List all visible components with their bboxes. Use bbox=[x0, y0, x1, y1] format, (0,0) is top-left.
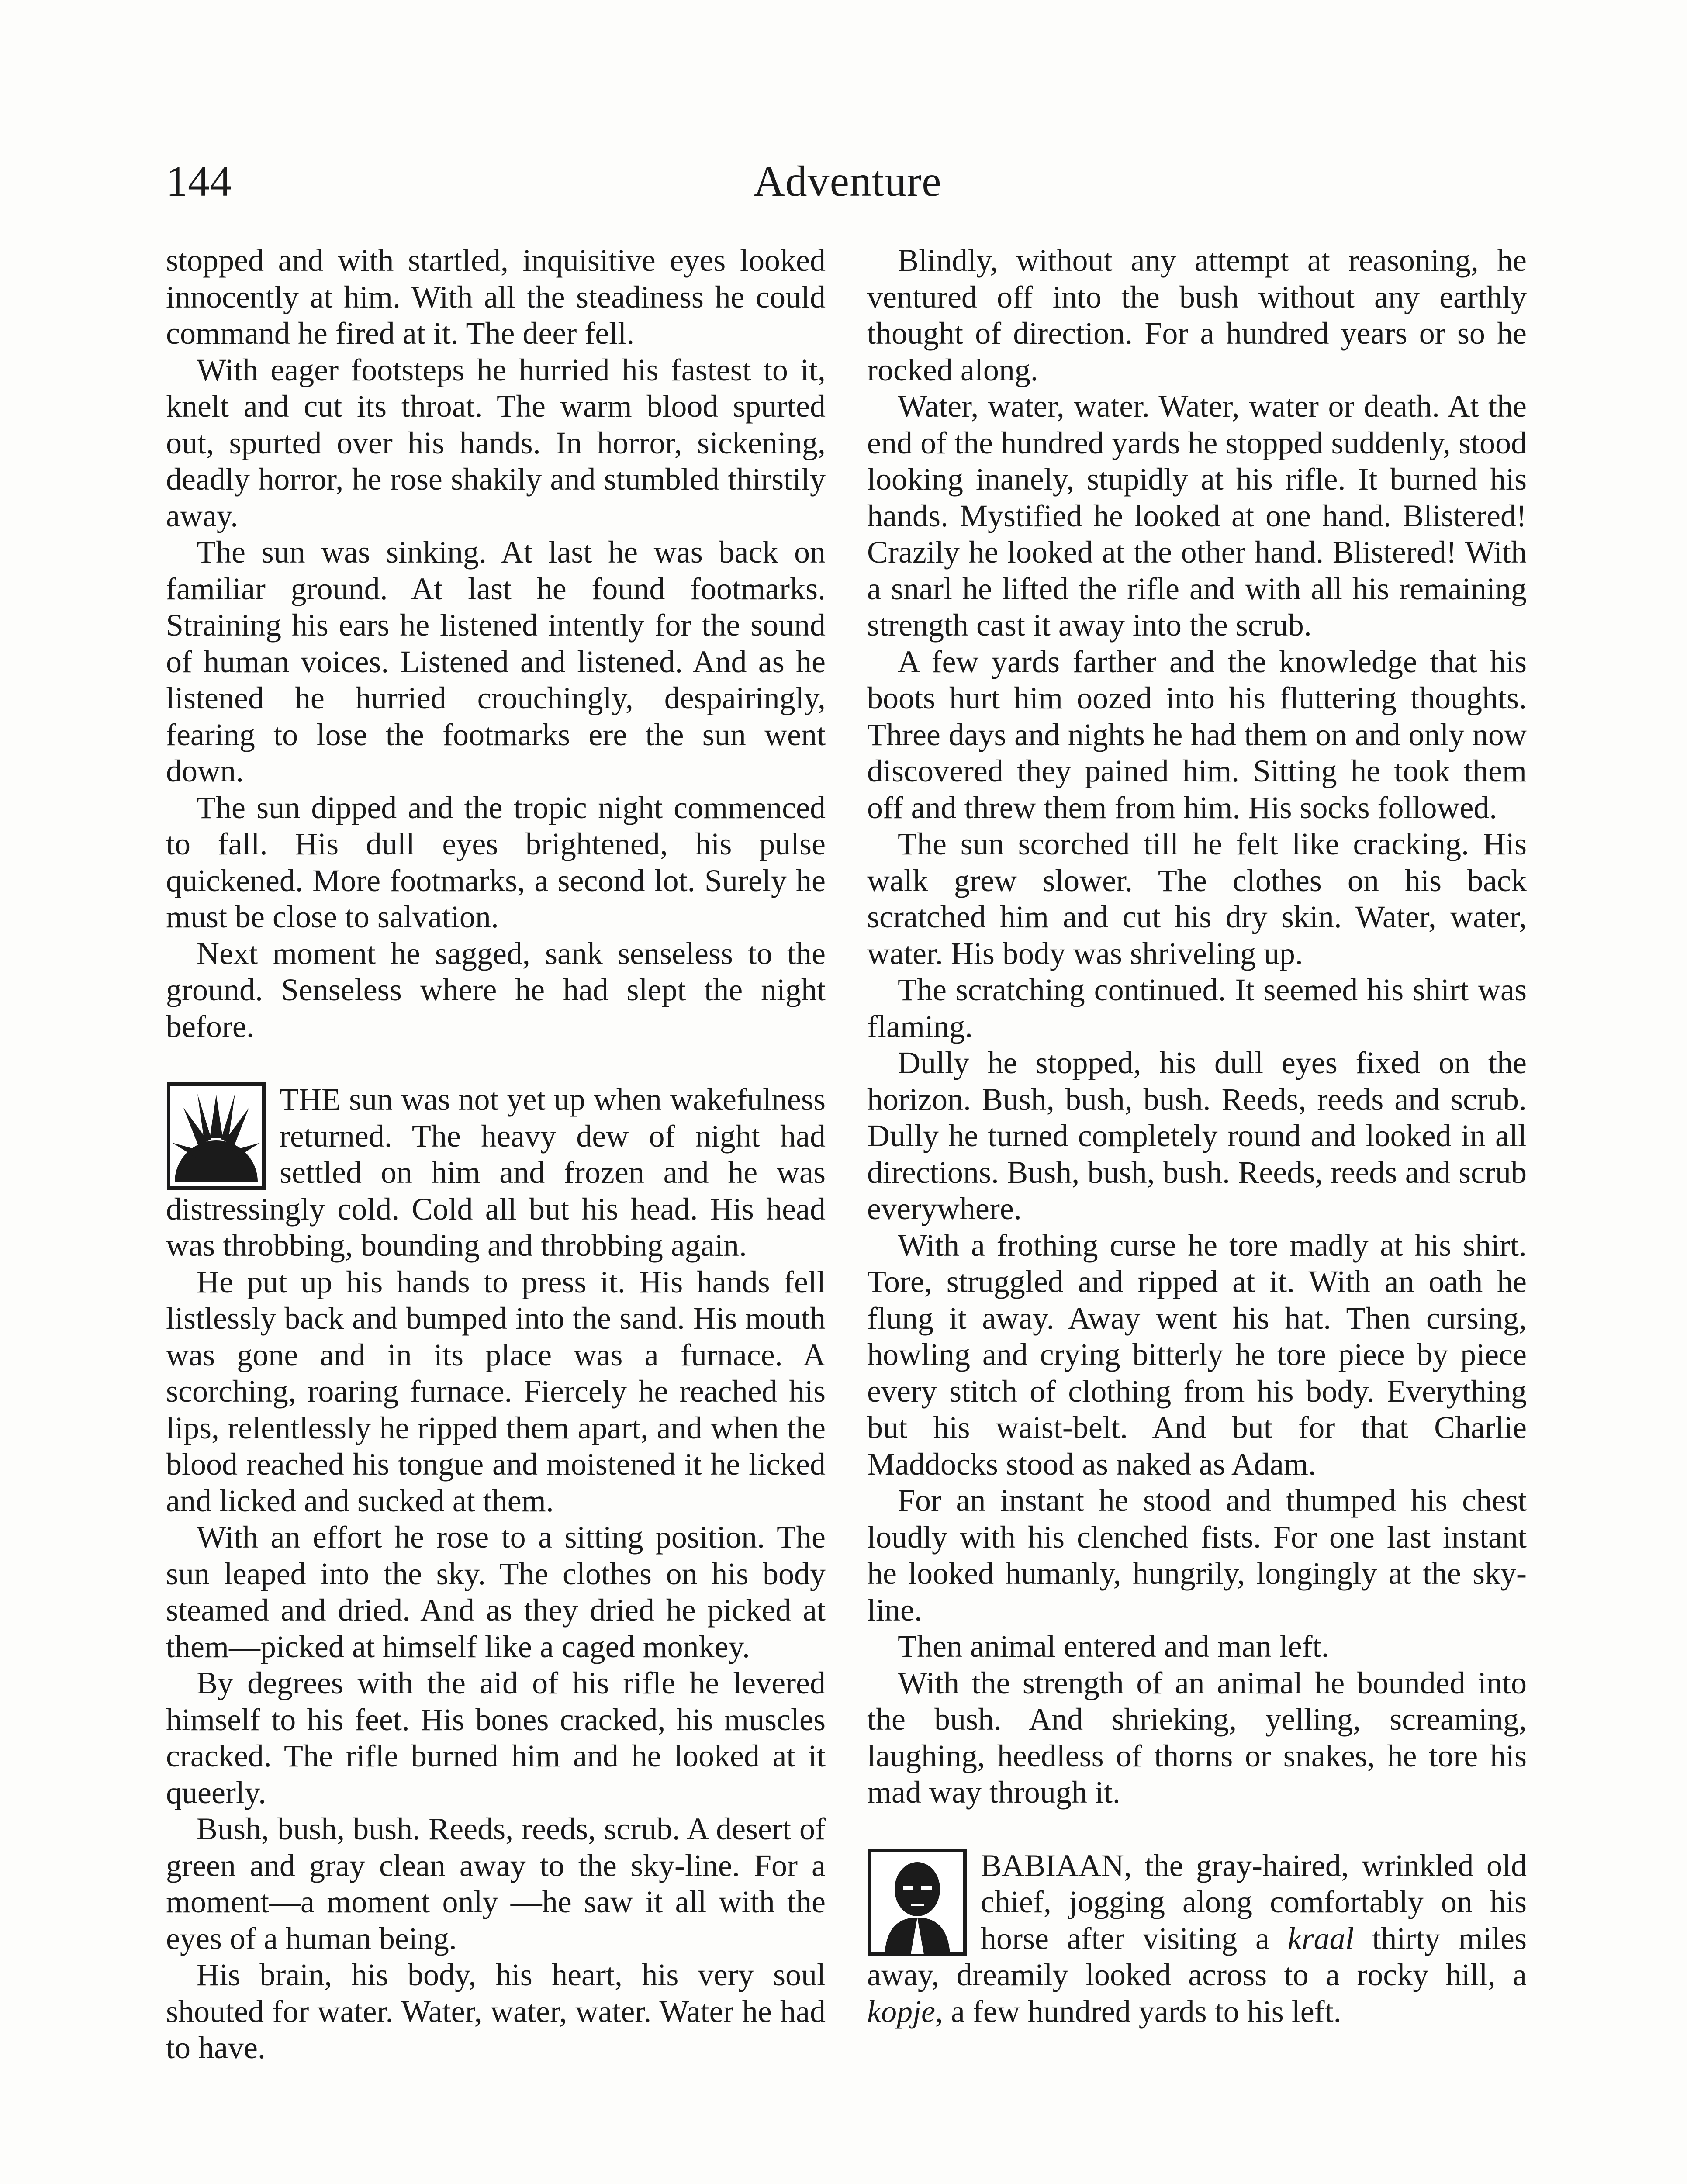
section-opening bbox=[166, 1082, 826, 1264]
paragraph: The sun was sinking. At last he was back on familiar ground. At last he found footmarks. Straining his ears he listened intently for the sound of human voices. Listened and listened. And as he listened he hurried crouchingly, despairingly, fearing to lose the footmarks ere the sun went down. bbox=[166, 535, 826, 788]
paragraph: Blindly, without any attempt at reasoning, he ventured off into the bush without any earthly thought of direction. For a hundred years or so he rocked along. bbox=[867, 243, 1527, 387]
paragraph: He put up his hands to press it. His hands fell listlessly back and bumped into the sand. His mouth was gone and in its place was a furnace. A scorching, roaring furnace. Fiercely he reached his lips, relentlessly he ripped them apart, and when the blood reached his tongue and moistened it he licked and licked and sucked at them. bbox=[166, 1264, 826, 1518]
paragraph: With a frothing curse he tore madly at his shirt. Tore, struggled and ripped at it. With an oath he flung it away. Away went his hat. Then cursing, howling and crying bitterly he tore piece by piece every stitch of clothing from his body. Everything but his waist-belt. And but for that Charlie Maddocks stood as naked as Adam. bbox=[867, 1227, 1527, 1482]
section-text-part: BABIAAN, the gray-haired, wrinkled old chief, jogging along comfortably on his horse after visiting a bbox=[981, 1848, 1527, 1956]
paragraph: Then animal entered and man left. bbox=[898, 1629, 1329, 1664]
page-number: 144 bbox=[166, 157, 232, 205]
paragraph: His brain, his body, his heart, his very soul shouted for water. Water, water, water. Water he had to have. bbox=[166, 1957, 826, 2065]
paragraph: The scratching continued. It seemed his shirt was flaming. bbox=[867, 972, 1527, 1044]
paragraph: Water, water, water. Water, water or death. At the end of the hundred yards he stopped suddenly, stood looking inanely, stupidly at his rifle. It burned his hands. Mystified he looked at one hand. Blistered! Crazily he looked at the other hand. Blistered! With a snarl he lifted the rifle and with all his remaining strength cast it away into the scrub. bbox=[867, 389, 1527, 643]
section-text-italic: kopje bbox=[867, 1994, 935, 2029]
left-column bbox=[166, 242, 826, 2067]
section-text-part: thirty miles away, dreamily looked across to a rocky hill, a bbox=[867, 1921, 1527, 1992]
page-header bbox=[166, 149, 1529, 214]
right-column bbox=[867, 242, 1527, 2030]
portrait-ornament-icon bbox=[867, 1848, 968, 1957]
paragraph: Next moment he sagged, sank senseless to the ground. Senseless where he had slept the night before. bbox=[166, 936, 826, 1044]
section-text-part: , a few hundred yards to his left. bbox=[935, 1994, 1341, 2029]
paragraph: For an instant he stood and thumped his chest loudly with his clenched fists. For one last instant he looked humanly, hungrily, longingly at the sky-line. bbox=[867, 1483, 1527, 1628]
section-opening bbox=[867, 1848, 1527, 2030]
section-text: THE sun was not yet up when wakefulness returned. The heavy dew of night had settled on him and frozen and he was distressingly cold. Cold all but his head. His head was throbbing, bounding and throbbing again. bbox=[166, 1082, 826, 1263]
paragraph: By degrees with the aid of his rifle he levered himself to his feet. His bones cracked, his muscles cracked. The rifle burned him and he looked at it queerly. bbox=[166, 1666, 826, 1810]
section-text-italic: kraal bbox=[1287, 1921, 1354, 1956]
paragraph: With the strength of an animal he bounded into the bush. And shrieking, yelling, screaming, laughing, heedless of thorns or snakes, he tore his mad way through it. bbox=[867, 1665, 1527, 1810]
paragraph: Bush, bush, bush. Reeds, reeds, scrub. A desert of green and gray clean away to the sky-line. For a moment—a moment only —he saw it all with the eyes of a human being. bbox=[166, 1811, 826, 1956]
paragraph: The sun scorched till he felt like cracking. His walk grew slower. The clothes on his back scratched him and cut his dry skin. Water, water, water. His body was shriveling up. bbox=[867, 826, 1527, 971]
paragraph: With an effort he rose to a sitting position. The sun leaped into the sky. The clothes on his body steamed and dried. And as they dried he picked at them—picked at himself like a caged monkey. bbox=[166, 1520, 826, 1664]
paragraph: A few yards farther and the knowledge that his boots hurt him oozed into his fluttering thoughts. Three days and nights he had them on and only now discovered they pained him. Sitting he took them off and threw them from him. His socks followed. bbox=[867, 644, 1527, 825]
sun-ornament-icon bbox=[166, 1082, 266, 1191]
running-head: Adventure bbox=[753, 157, 942, 205]
paragraph: The sun dipped and the tropic night commenced to fall. His dull eyes brightened, his pulse quickened. More footmarks, a second lot. Surely he must be close to salvation. bbox=[166, 790, 826, 934]
paragraph: With eager footsteps he hurried his fastest to it, knelt and cut its throat. The warm blood spurted out, spurted over his hands. In horror, sickening, deadly horror, he rose shakily and stumbled thirstily away. bbox=[166, 352, 826, 533]
paragraph: stopped and with startled, inquisitive eyes looked innocently at him. With all the steadiness he could command he fired at it. The deer fell. bbox=[166, 243, 826, 351]
paragraph: Dully he stopped, his dull eyes fixed on the horizon. Bush, bush, bush. Reeds, reeds and scrub. Dully he turned completely round and looked in all directions. Bush, bush, bush. Reeds, reeds and scrub everywhere. bbox=[867, 1045, 1527, 1226]
